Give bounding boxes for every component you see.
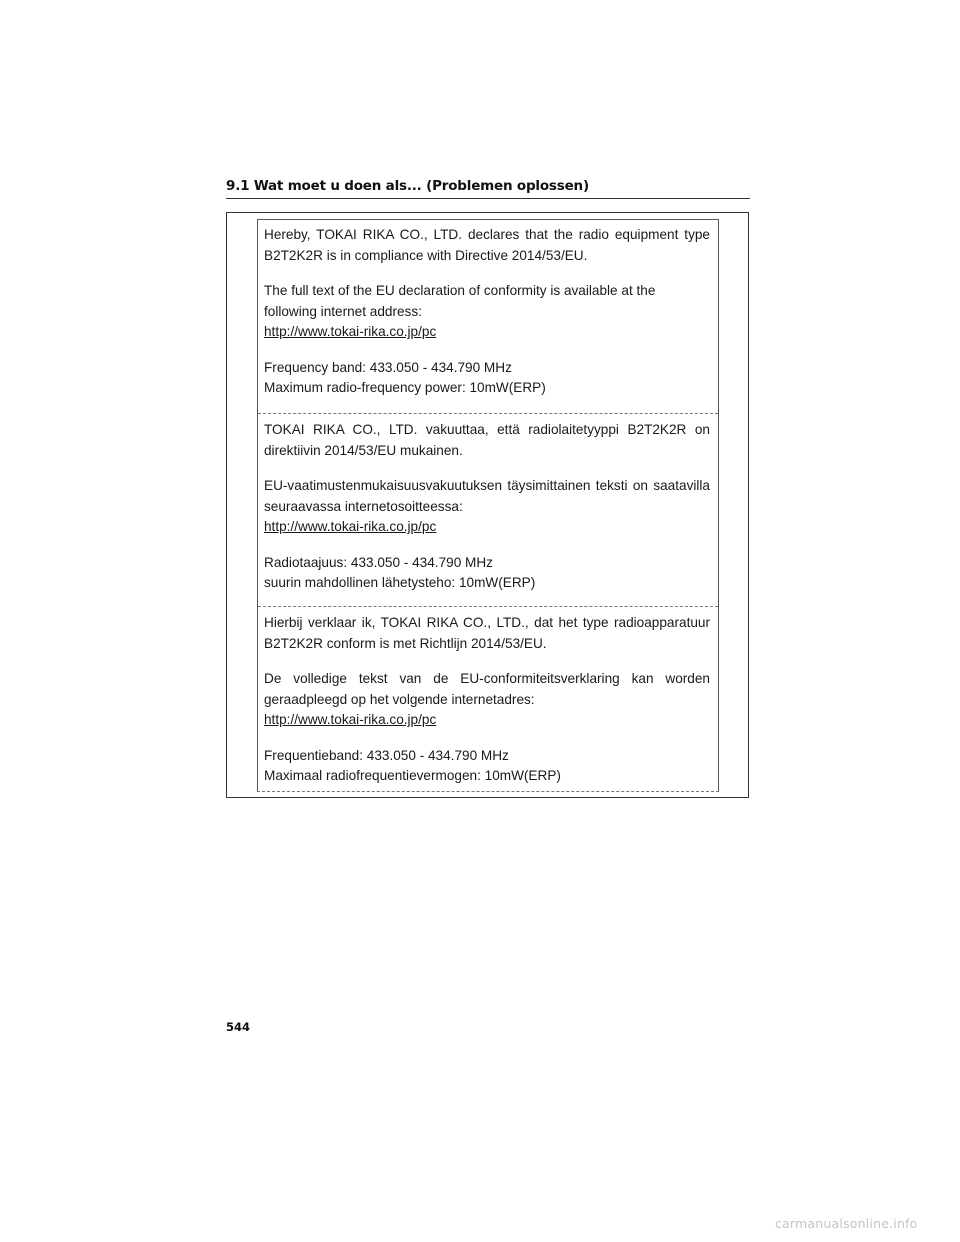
declaration-url-link[interactable]: http://www.tokai-rika.co.jp/pc <box>264 324 437 339</box>
fulltext-notice <box>264 669 710 731</box>
declaration-finnish <box>258 413 718 606</box>
declaration-url-link[interactable]: http://www.tokai-rika.co.jp/pc <box>264 712 437 727</box>
radio-specs <box>264 358 710 399</box>
radio-specs <box>264 746 710 787</box>
fulltext-notice <box>264 476 710 538</box>
max-power: suurin mahdollinen lähetysteho: 10mW(ERP) <box>264 575 536 590</box>
declaration-text: Hereby, TOKAI RIKA CO., LTD. declares that the radio equipment type B2T2K2R is in compliance with Directive 2014/53/EU. <box>264 227 710 263</box>
max-power: Maximum radio-frequency power: 10mW(ERP) <box>264 380 546 395</box>
declaration-url-link[interactable]: http://www.tokai-rika.co.jp/pc <box>264 519 437 534</box>
declaration-english <box>258 220 718 413</box>
section-header: 9.1 Wat moet u doen als... (Problemen oplossen) <box>226 178 589 194</box>
page-number: 544 <box>226 1020 251 1034</box>
fulltext-text: EU-vaatimustenmukaisuusvakuutuksen täysimittainen teksti on saatavilla seuraavassa internetosoitteessa: <box>264 478 710 514</box>
fulltext-text: The full text of the EU declaration of conformity is available at the following internet address: <box>264 283 656 319</box>
declaration-box <box>257 219 719 792</box>
fulltext-text: De volledige tekst van de EU-conformiteitsverklaring kan worden geraadpleegd op het volgende internetadres: <box>264 671 710 707</box>
frequency-band: Frequentieband: 433.050 - 434.790 MHz <box>264 747 509 763</box>
header-rule <box>226 198 750 199</box>
declaration-dutch <box>258 606 718 792</box>
radio-specs <box>264 553 710 594</box>
fulltext-notice <box>264 281 710 343</box>
frequency-band: Frequency band: 433.050 - 434.790 MHz <box>264 359 512 375</box>
max-power: Maximaal radiofrequentievermogen: 10mW(ERP) <box>264 768 561 783</box>
declaration-text: Hierbij verklaar ik, TOKAI RIKA CO., LTD., dat het type radioapparatuur B2T2K2R conform is met Richtlijn 2014/53/EU. <box>264 615 710 651</box>
watermark: carmanualsonline.info <box>775 1216 918 1231</box>
frequency-band: Radiotaajuus: 433.050 - 434.790 MHz <box>264 554 493 570</box>
declaration-text: TOKAI RIKA CO., LTD. vakuuttaa, että radiolaitetyyppi B2T2K2R on direktiivin 2014/53/EU mukainen. <box>264 422 710 458</box>
